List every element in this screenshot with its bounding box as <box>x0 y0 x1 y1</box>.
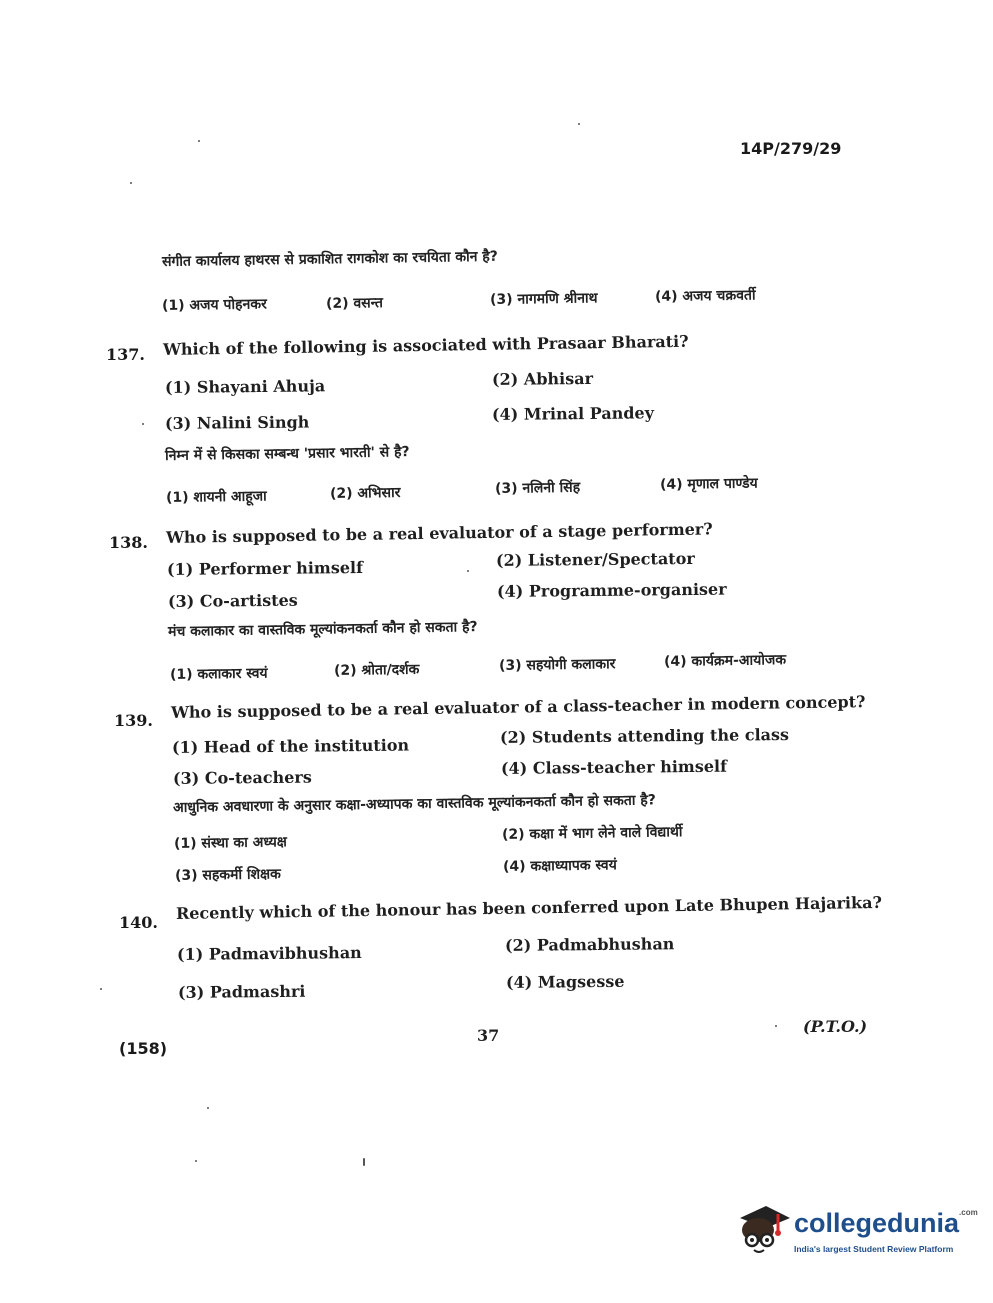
scan-speck <box>130 182 132 184</box>
q139-option-3: (3) Co-teachers <box>172 767 312 788</box>
q139-option-1: (1) Head of the institution <box>171 735 410 757</box>
collegedunia-watermark <box>736 1196 978 1260</box>
q137-hindi-question: निम्न में से किसका सम्बन्ध 'प्रसार भारती' से है? <box>164 444 410 464</box>
q138-option-3: (3) Co-artistes <box>167 590 298 611</box>
scan-speck <box>195 1160 197 1162</box>
q140-option-1: (1) Padmavibhushan <box>176 943 362 964</box>
q137-option-4: (4) Mrinal Pandey <box>491 403 655 424</box>
q137-hindi-option-2: (2) अभिसार <box>329 484 401 502</box>
q137-number: 137. <box>106 345 145 364</box>
q138-hindi-option-2: (2) श्रोता/दर्शक <box>333 661 420 679</box>
q139-hindi-option-2: (2) कक्षा में भाग लेने वाले विद्यार्थी <box>501 824 683 843</box>
q137-hindi-option-4: (4) मृणाल पाण्डेय <box>659 475 758 493</box>
q140-option-2: (2) Padmabhushan <box>504 934 675 955</box>
q137-hindi-option-1: (1) शायनी आहूजा <box>165 488 267 506</box>
q140-question: Recently which of the honour has been conferred upon Late Bhupen Hajarika? <box>175 892 883 923</box>
q136-hindi-option-1: (1) अजय पोहनकर <box>161 296 267 314</box>
q138-hindi-option-1: (1) कलाकार स्वयं <box>169 665 268 683</box>
q138-hindi-option-4: (4) कार्यक्रम-आयोजक <box>663 652 787 670</box>
q140-option-3: (3) Padmashri <box>177 981 306 1002</box>
q139-option-2: (2) Students attending the class <box>499 724 790 747</box>
q138-number: 138. <box>109 533 148 552</box>
q137-option-1: (1) Shayani Ahuja <box>164 376 326 397</box>
mascot-icon <box>736 1196 794 1256</box>
q137-question: Which of the following is associated with Prasaar Bharati? <box>162 331 689 359</box>
scan-speck <box>578 123 580 125</box>
q138-hindi-option-3: (3) सहयोगी कलाकार <box>498 656 616 674</box>
brand-tagline: India's largest Student Review Platform <box>794 1244 954 1254</box>
set-code: (158) <box>119 1039 168 1058</box>
brand-name: collegedunia <box>794 1208 960 1238</box>
scan-speck <box>100 988 102 990</box>
pto-label: (P.T.O.) <box>803 1017 868 1036</box>
scan-speck <box>467 570 469 572</box>
q140-option-4: (4) Magsesse <box>505 971 625 992</box>
q137-option-2: (2) Abhisar <box>491 368 594 389</box>
q138-option-4: (4) Programme-organiser <box>496 579 727 601</box>
q138-hindi-question: मंच कलाकार का वास्तविक मूल्यांकनकर्ता कौन हो सकता है? <box>167 619 478 640</box>
scan-speck <box>775 1025 777 1027</box>
q136-hindi-option-3: (3) नागमणि श्रीनाथ <box>489 290 598 308</box>
paper-code: 14P/279/29 <box>740 139 842 158</box>
scan-speck <box>198 140 200 142</box>
q139-number: 139. <box>114 711 153 730</box>
scan-speck <box>363 1158 365 1166</box>
q139-hindi-question: आधुनिक अवधारणा के अनुसार कक्षा-अध्यापक का वास्तविक मूल्यांकनकर्ता कौन हो सकता है? <box>172 792 656 816</box>
q136-hindi-option-4: (4) अजय चक्रवर्ती <box>654 287 756 305</box>
q136-hindi-option-2: (2) वसन्त <box>325 295 384 312</box>
q138-question: Who is supposed to be a real evaluator of a stage performer? <box>165 519 713 547</box>
q139-question: Who is supposed to be a real evaluator of a class-teacher in modern concept? <box>170 692 866 722</box>
scan-speck <box>142 423 144 425</box>
brand-suffix: .com <box>959 1208 978 1217</box>
q139-hindi-option-1: (1) संस्था का अध्यक्ष <box>173 834 287 852</box>
q136-hindi-question: संगीत कार्यालय हाथरस से प्रकाशित रागकोश का रचयिता कौन है? <box>161 248 498 270</box>
q140-number: 140. <box>119 913 158 932</box>
scan-speck <box>207 1107 209 1109</box>
q139-hindi-option-3: (3) सहकर्मी शिक्षक <box>174 866 281 884</box>
q138-option-1: (1) Performer himself <box>166 557 364 579</box>
q139-hindi-option-4: (4) कक्षाध्यापक स्वयं <box>502 857 617 875</box>
q137-hindi-option-3: (3) नलिनी सिंह <box>494 479 581 497</box>
page-number: 37 <box>477 1026 500 1045</box>
q137-option-3: (3) Nalini Singh <box>164 412 310 433</box>
q138-option-2: (2) Listener/Spectator <box>495 548 695 570</box>
q139-option-4: (4) Class-teacher himself <box>500 756 728 778</box>
